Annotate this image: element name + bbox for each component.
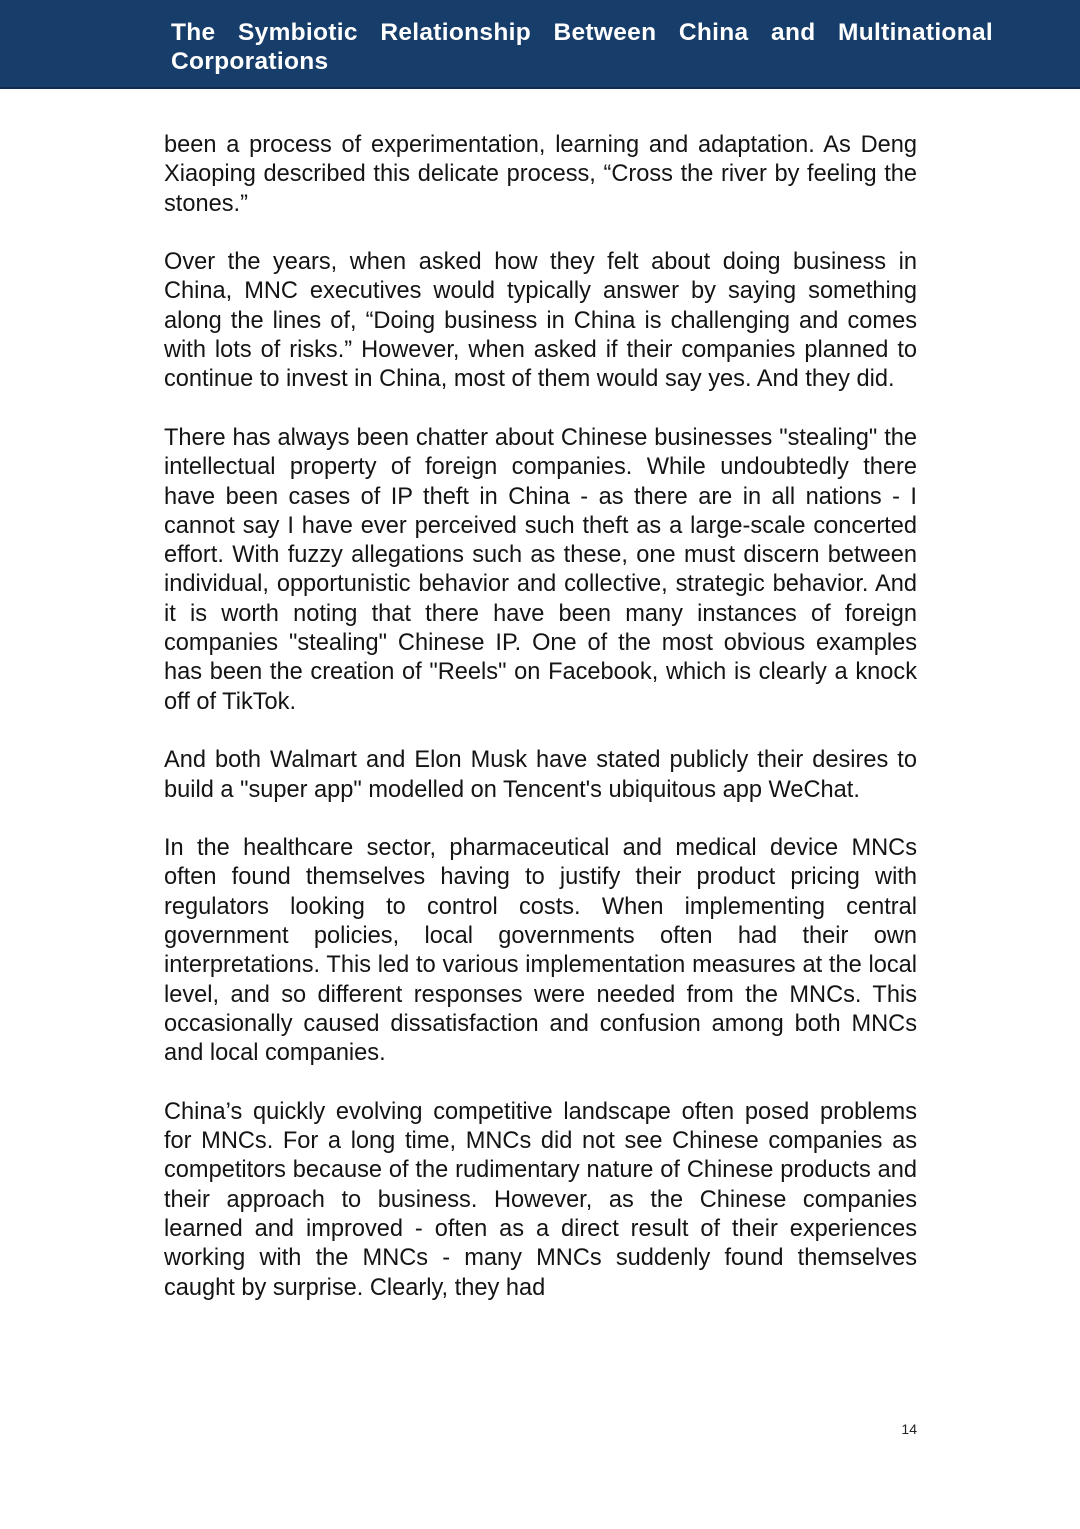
document-title: The Symbiotic Relationship Between China and Multinational Corporations (171, 19, 993, 75)
paragraph: In the healthcare sector, pharmaceutical and medical device MNCs often found themselves having to justify their product pricing with regulators looking to control costs. When implementing central government policies, local governments often had their own interpretations. This led to various implementation measures at the local level, and so different responses were needed from the MNCs. This occasionally caused dissatisfaction and confusion among both MNCs and local companies. (164, 835, 917, 1067)
paragraph: been a process of experimentation, learning and adaptation. As Deng Xiaoping described this delicate process, “Cross the river by feeling the stones.” (164, 132, 917, 217)
header-bar (0, 0, 1080, 89)
paragraph: And both Walmart and Elon Musk have stated publicly their desires to build a "super app" modelled on Tencent's ubiquitous app WeChat. (164, 747, 917, 803)
paragraph: There has always been chatter about Chinese businesses "stealing" the intellectual property of foreign companies. While undoubtedly there have been cases of IP theft in China - as there are in all nations - I cannot say I have ever perceived such theft as a large-scale concerted effort. With fuzzy allegations such as these, one must discern between individual, opportunistic behavior and collective, strategic behavior. And it is worth noting that there have been many instances of foreign companies "stealing" Chinese IP. One of the most obvious examples has been the creation of "Reels" on Facebook, which is clearly a knock off of TikTok. (164, 424, 917, 715)
paragraph: China’s quickly evolving competitive landscape often posed problems for MNCs. For a long time, MNCs did not see Chinese companies as competitors because of the rudimentary nature of Chinese products and their approach to business. However, as the Chinese companies learned and improved - often as a direct result of their experiences working with the MNCs - many MNCs suddenly found themselves caught by surprise. Clearly, they had (164, 1098, 917, 1301)
body-text (164, 131, 917, 1303)
paragraph: Over the years, when asked how they felt about doing business in China, MNC executives would typically answer by saying something along the lines of, “Doing business in China is challenging and comes with lots of risks.” However, when asked if their companies planned to continue to invest in China, most of them would say yes. And they did. (164, 249, 917, 393)
page-number: 14 (901, 1421, 917, 1437)
